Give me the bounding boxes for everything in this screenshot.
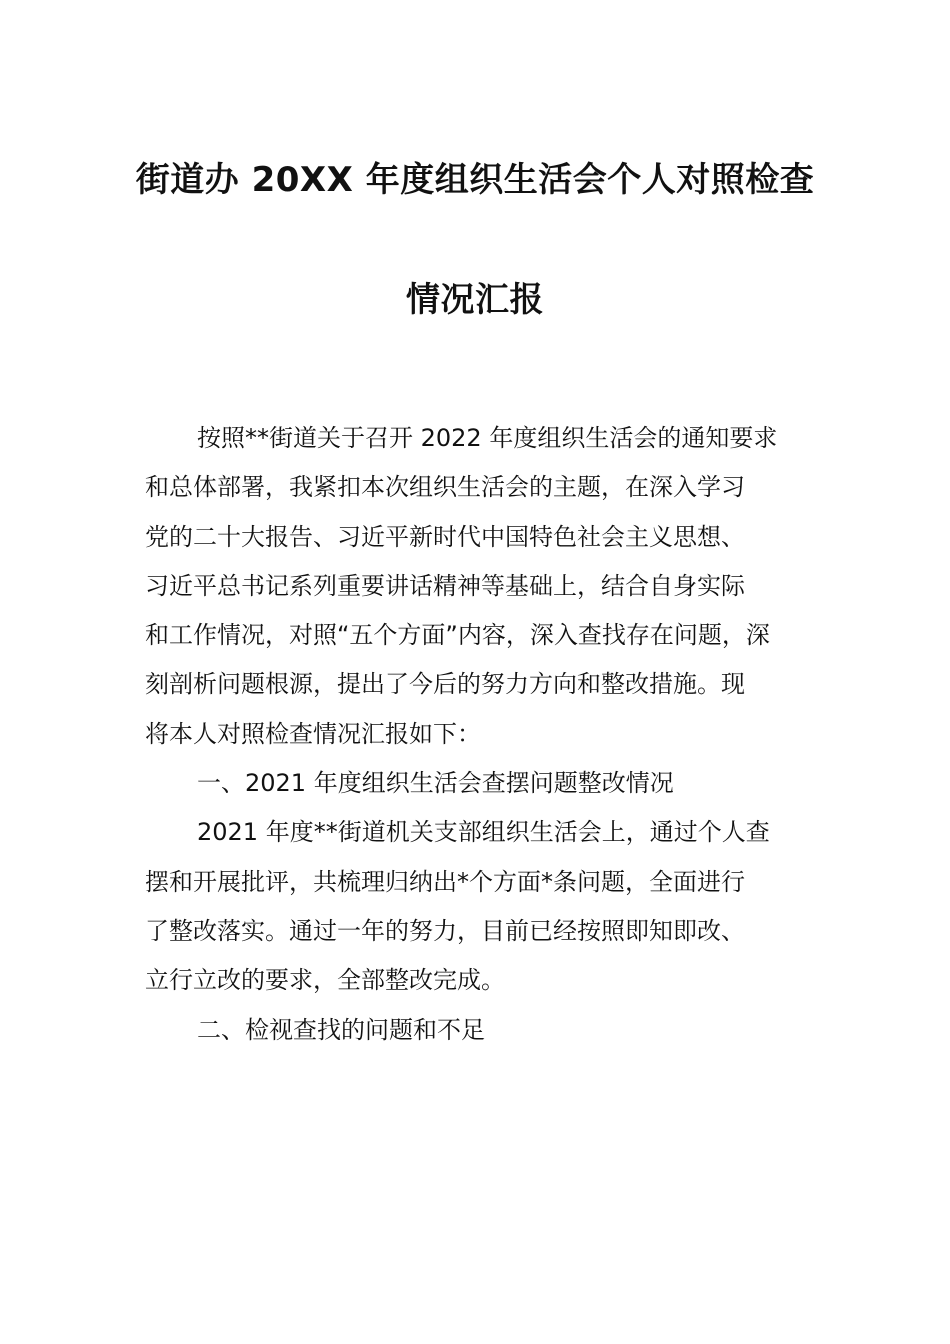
paragraph-1-line: 党的二十大报告、习近平新时代中国特色社会主义思想、 bbox=[145, 522, 745, 551]
paragraph-2-line: 了整改落实。通过一年的努力，目前已经按照即知即改、 bbox=[145, 916, 745, 945]
paragraph-1-line: 和总体部署，我紧扣本次组织生活会的主题，在深入学习 bbox=[145, 473, 745, 502]
paragraph-1-line: 按照**街道关于召开 2022 年度组织生活会的通知要求 bbox=[197, 424, 778, 452]
document-body bbox=[145, 414, 815, 1055]
paragraph-2-line: 摆和开展批评，共梳理归纳出*个方面*条问题，全面进行 bbox=[145, 867, 745, 896]
section-heading-2: 二、检视查找的问题和不足 bbox=[197, 1015, 485, 1044]
paragraph-2-line: 立行立改的要求，全部整改完成。 bbox=[145, 966, 505, 995]
paragraph-1-line: 刻剖析问题根源，提出了今后的努力方向和整改措施。现 bbox=[145, 670, 745, 699]
section-heading-1: 一、2021 年度组织生活会查摆问题整改情况 bbox=[197, 769, 674, 798]
paragraph-1-line: 将本人对照检查情况汇报如下： bbox=[145, 719, 481, 748]
document-title-line-2: 情况汇报 bbox=[406, 280, 544, 320]
document-title-line-1: 街道办 20XX 年度组织生活会个人对照检查 bbox=[135, 160, 815, 200]
paragraph-1-line: 和工作情况，对照“五个方面”内容，深入查找存在问题，深 bbox=[145, 621, 770, 650]
paragraph-2-line: 2021 年度**街道机关支部组织生活会上，通过个人查 bbox=[197, 818, 770, 847]
paragraph-1-line: 习近平总书记系列重要讲话精神等基础上，结合自身实际 bbox=[145, 571, 745, 600]
